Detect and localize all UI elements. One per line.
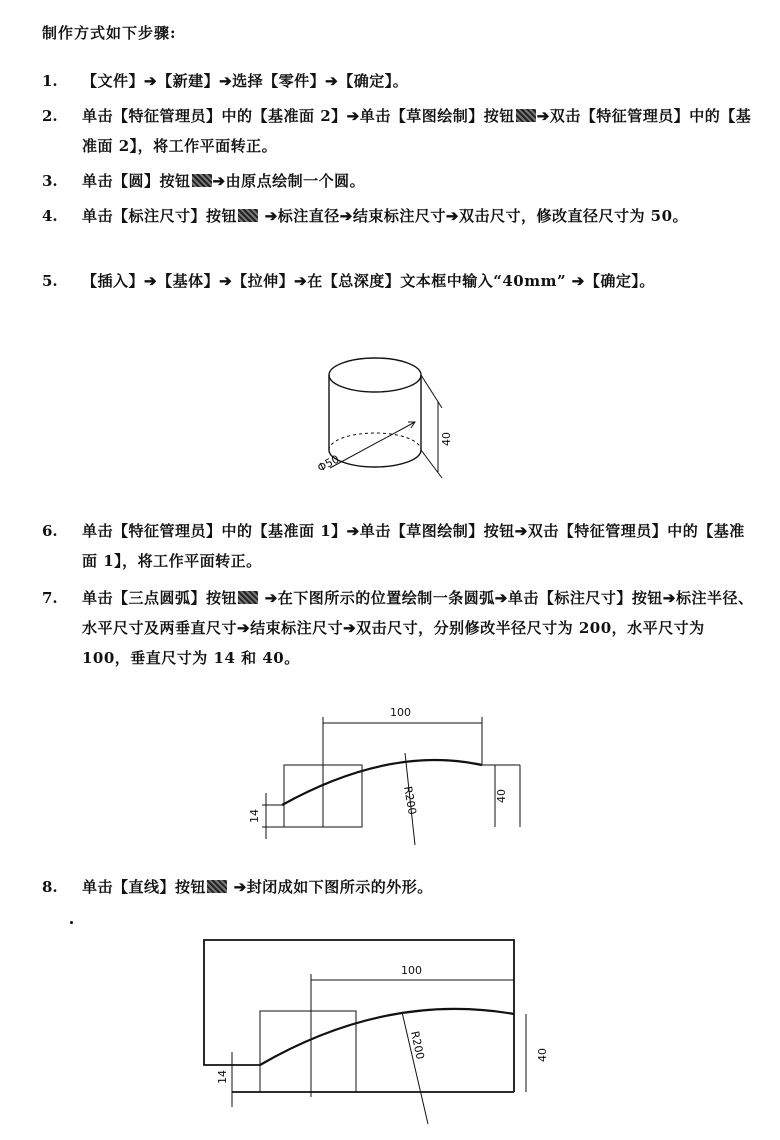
step-1 [42, 66, 758, 96]
step-number: 2. [42, 107, 58, 125]
step-6 [42, 516, 758, 576]
step-number: 1. [42, 72, 58, 90]
step-3 [42, 166, 758, 196]
step-text: 单击【标注尺寸】按钮 ➔标注直径➔结束标注尺寸➔双击尺寸，修改直径尺寸为 50。 [82, 207, 689, 225]
left-vertical-label: 14 [248, 809, 261, 823]
step-number: 6. [42, 522, 58, 540]
step-text: 【插入】➔【基体】➔【拉伸】➔在【总深度】文本框中输入“40mm” ➔【确定】。 [82, 272, 655, 290]
closed-profile-figure [196, 932, 566, 1132]
step-2 [42, 101, 758, 161]
step-4 [42, 201, 758, 231]
height-label: 40 [440, 432, 453, 446]
diameter-label: Φ50 [315, 452, 342, 475]
step-5 [42, 266, 758, 296]
step-text: 单击【圆】按钮 ➔由原点绘制一个圆。 [82, 172, 366, 190]
horizontal-dim-label: 100 [401, 964, 422, 977]
right-vertical-label: 40 [495, 789, 508, 803]
dimension-button-icon [238, 209, 258, 222]
step-number: 3. [42, 172, 58, 190]
step-number: 8. [42, 878, 58, 896]
step-number: 4. [42, 207, 58, 225]
radius-label: R200 [408, 1029, 427, 1061]
step-text: 单击【特征管理员】中的【基准面 2】➔单击【草图绘制】按钮 ➔双击【特征管理员】中的【基准面 2】，将工作平面转正。 [82, 107, 752, 155]
radius-label: R200 [401, 785, 419, 816]
step-8 [42, 872, 758, 902]
step-number: 5. [42, 272, 58, 290]
intro-text: 制作方式如下步骤: [42, 24, 177, 42]
step-text: 【文件】➔【新建】➔选择【零件】➔【确定】。 [82, 72, 409, 90]
step-number: 7. [42, 589, 58, 607]
step-text: 单击【特征管理员】中的【基准面 1】➔单击【草图绘制】按钮➔双击【特征管理员】中的【基准面 1】，将工作平面转正。 [82, 522, 745, 570]
step-text: 单击【三点圆弧】按钮 ➔在下图所示的位置绘制一条圆弧➔单击【标注尺寸】按钮➔标注半径、水平尺寸及两垂直尺寸➔结束标注尺寸➔双击尺寸，分别修改半径尺寸为 200，水平尺寸为 100，垂直尺寸为 14 和 40。 [82, 589, 754, 667]
arc-sketch-figure [240, 695, 540, 855]
right-vertical-label: 40 [536, 1048, 549, 1062]
step-text: 单击【直线】按钮 ➔封闭成如下图所示的外形。 [82, 878, 433, 896]
sketch-button-icon [516, 109, 536, 122]
line-button-icon [207, 880, 227, 893]
step-7 [42, 583, 758, 673]
circle-button-icon [192, 174, 212, 187]
left-vertical-label: 14 [216, 1070, 229, 1084]
horizontal-dim-label: 100 [390, 706, 411, 719]
stray-mark [70, 921, 73, 924]
cylinder-figure [290, 350, 470, 490]
three-point-arc-button-icon [238, 591, 258, 604]
